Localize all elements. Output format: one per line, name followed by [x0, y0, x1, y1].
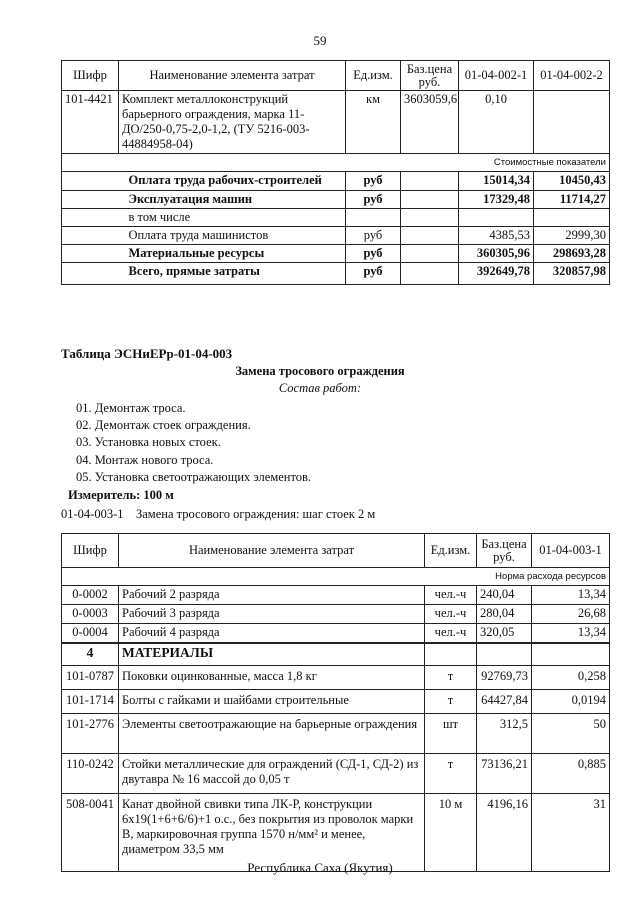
cost-table-1 — [61, 60, 610, 285]
header-unit: Ед.изм. — [346, 61, 401, 91]
section-label: Норма расхода ресурсов — [62, 568, 610, 586]
cost-value-2: 11714,27 — [534, 191, 610, 209]
table-row — [62, 624, 610, 643]
cell-value-2 — [534, 91, 610, 154]
cell-name: Комплект металлоконструкций барьерного ограждения, марка 11-ДО/250-0,75-2,0-1,2, (ТУ 5216-003-44884958-04) — [119, 91, 346, 154]
cell-code: 101-4421 — [62, 91, 119, 154]
cell-unit: шт — [425, 714, 477, 754]
table-row — [62, 754, 610, 794]
cell-price: 240,04 — [477, 586, 532, 605]
table-header-row — [62, 534, 610, 568]
cell-value-1: 0,10 — [459, 91, 534, 154]
cost-value-2: 2999,30 — [534, 227, 610, 245]
section-row — [62, 568, 610, 586]
cell-value: 26,68 — [532, 605, 610, 624]
cost-name: Оплата труда машинистов — [119, 227, 346, 245]
cell-value: 50 — [532, 714, 610, 754]
header-unit: Ед.изм. — [425, 534, 477, 568]
table-title: Таблица ЭСНиЕРр-01-04-003 — [61, 346, 233, 361]
resource-table — [61, 533, 610, 872]
cost-value-1: 17329,48 — [459, 191, 534, 209]
cell-code: 0-0002 — [62, 586, 119, 605]
cell-value: 0,0194 — [532, 690, 610, 714]
cell-value: 31 — [532, 794, 610, 872]
header-name: Наименование элемента затрат — [119, 534, 425, 568]
cell-value: 0,258 — [532, 666, 610, 690]
cost-name: Эксплуатация машин — [119, 191, 346, 209]
cost-unit: руб — [346, 245, 401, 263]
cost-row — [62, 209, 610, 227]
cell-code: 0-0003 — [62, 605, 119, 624]
cost-name: Оплата труда рабочих-строителей — [119, 172, 346, 191]
cell-price: 312,5 — [477, 714, 532, 754]
cost-value-1: 4385,53 — [459, 227, 534, 245]
step-item: 05. Установка светоотражающих элементов. — [76, 470, 312, 484]
header-code: Шифр — [62, 534, 119, 568]
cell-name: Рабочий 3 разряда — [119, 605, 425, 624]
cell-price: 64427,84 — [477, 690, 532, 714]
cell-unit: 10 м — [425, 794, 477, 872]
table-row — [62, 666, 610, 690]
item-line: 01-04-003-1 Замена тросового ограждения: шаг стоек 2 м — [61, 507, 376, 521]
cell-unit: т — [425, 754, 477, 794]
cell-code: 101-2776 — [62, 714, 119, 754]
cell-name: Стойки металлические для ограждений (СД-1, СД-2) из двутавра № 16 массой до 0,05 т — [119, 754, 425, 794]
cost-value-2: 10450,43 — [534, 172, 610, 191]
cost-row — [62, 263, 610, 285]
header-name: Наименование элемента затрат — [119, 61, 346, 91]
cost-name: в том числе — [119, 209, 346, 227]
cell-price: 92769,73 — [477, 666, 532, 690]
cell-name: Рабочий 4 разряда — [119, 624, 425, 643]
cell-code: 508-0041 — [62, 794, 119, 872]
cell-price: 3603059,6 — [401, 91, 459, 154]
header-code: Шифр — [62, 61, 119, 91]
cell-unit: т — [425, 666, 477, 690]
cell-name: Поковки оцинкованные, масса 1,8 кг — [119, 666, 425, 690]
step-item: 04. Монтаж нового троса. — [76, 453, 214, 467]
section-subheading: Состав работ: — [278, 381, 362, 395]
cost-value-1: 15014,34 — [459, 172, 534, 191]
table-header-row — [62, 61, 610, 91]
cost-unit: руб — [346, 263, 401, 285]
table-row — [62, 605, 610, 624]
cost-row — [62, 245, 610, 263]
cell-value: 0,885 — [532, 754, 610, 794]
cost-unit: руб — [346, 227, 401, 245]
cell-price: 280,04 — [477, 605, 532, 624]
cell-unit: чел.-ч — [425, 624, 477, 643]
cost-unit: руб — [346, 191, 401, 209]
cell-price: 73136,21 — [477, 754, 532, 794]
cell-name: Рабочий 2 разряда — [119, 586, 425, 605]
step-item: 02. Демонтаж стоек ограждения. — [76, 418, 251, 432]
section-heading: Замена тросового ограждения — [235, 364, 405, 378]
cell-unit: км — [346, 91, 401, 154]
cell-unit: чел.-ч — [425, 586, 477, 605]
materials-num: 4 — [62, 643, 119, 666]
cell-code: 101-0787 — [62, 666, 119, 690]
cell-code: 0-0004 — [62, 624, 119, 643]
materials-header-row — [62, 643, 610, 666]
cost-row — [62, 227, 610, 245]
cost-row — [62, 172, 610, 191]
cell-value: 13,34 — [532, 586, 610, 605]
header-col-2: 01-04-002-2 — [534, 61, 610, 91]
header-col-1: 01-04-002-1 — [459, 61, 534, 91]
page-footer: Республика Саха (Якутия) — [247, 860, 393, 875]
step-item: 01. Демонтаж троса. — [76, 401, 186, 415]
table-row — [62, 586, 610, 605]
cell-unit: т — [425, 690, 477, 714]
header-col-1: 01-04-003-1 — [532, 534, 610, 568]
meter-label: Измеритель: 100 м — [68, 488, 174, 502]
cell-name: Элементы светоотражающие на барьерные ограждения — [119, 714, 425, 754]
cell-code: 110-0242 — [62, 754, 119, 794]
header-price: Баз.цена руб. — [477, 534, 532, 568]
cost-name: Всего, прямые затраты — [119, 263, 346, 285]
cell-price: 320,05 — [477, 624, 532, 643]
cost-row — [62, 191, 610, 209]
cost-value-2: 298693,28 — [534, 245, 610, 263]
cost-name: Материальные ресурсы — [119, 245, 346, 263]
materials-label: МАТЕРИАЛЫ — [119, 643, 425, 666]
cell-name: Болты с гайками и шайбами строительные — [119, 690, 425, 714]
cell-unit: чел.-ч — [425, 605, 477, 624]
table-row — [62, 690, 610, 714]
header-price: Баз.цена руб. — [401, 61, 459, 91]
cell-value: 13,34 — [532, 624, 610, 643]
section-row — [62, 154, 610, 172]
page-number: 59 — [313, 33, 327, 48]
section-label: Стоимостные показатели — [62, 154, 610, 172]
cost-value-2: 320857,98 — [534, 263, 610, 285]
cell-price: 4196,16 — [477, 794, 532, 872]
cost-unit: руб — [346, 172, 401, 191]
cell-code: 101-1714 — [62, 690, 119, 714]
step-item: 03. Установка новых стоек. — [76, 435, 221, 449]
table-row — [62, 91, 610, 154]
cost-value-1: 392649,78 — [459, 263, 534, 285]
cost-value-1: 360305,96 — [459, 245, 534, 263]
cell-name: Канат двойной свивки типа ЛК-Р, конструкции 6х19(1+6+6/6)+1 о.с., без покрытия из проволок марки В, маркировочная группа 1570 н/мм² и менее, диаметром 33,5 мм — [119, 794, 425, 872]
table-row — [62, 714, 610, 754]
